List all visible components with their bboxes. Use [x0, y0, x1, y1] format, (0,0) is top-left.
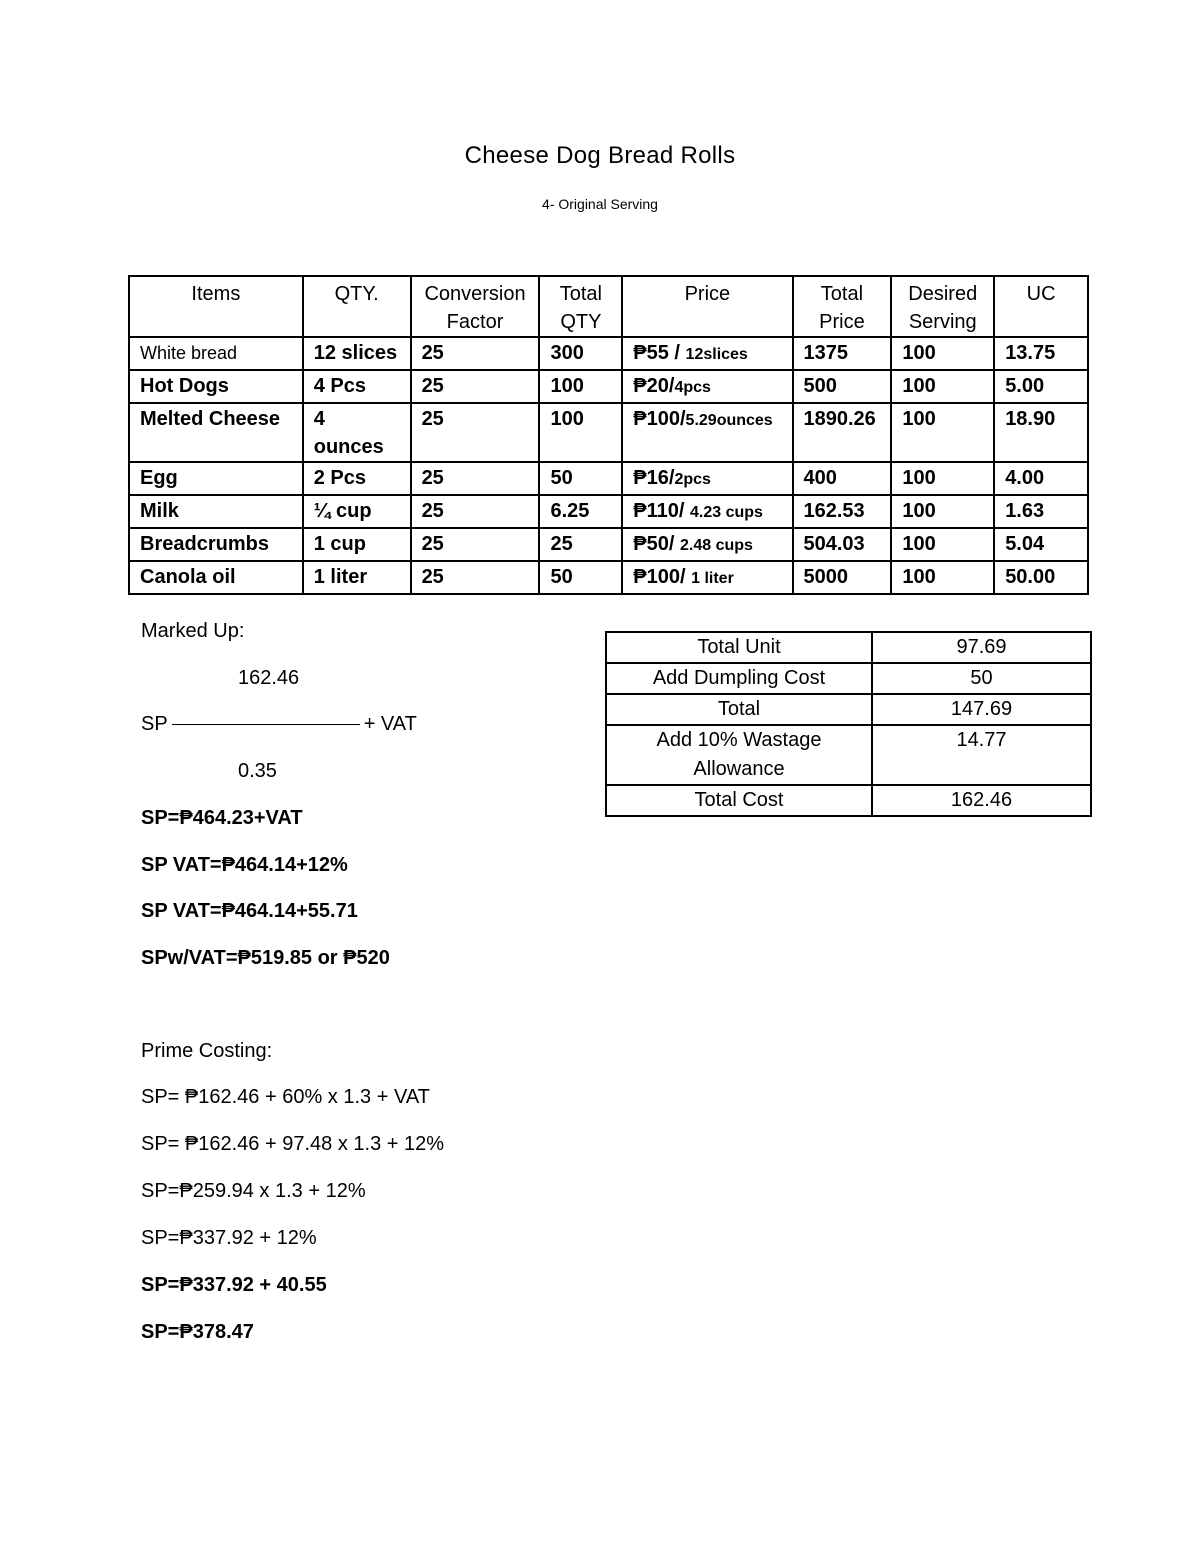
marked-up-heading: Marked Up: — [141, 620, 245, 642]
cell-uc: 4.00 — [994, 462, 1088, 495]
cost-label: Total Unit — [606, 632, 872, 663]
header-line: Total — [820, 283, 864, 305]
price-amount: ₱20/ — [633, 375, 675, 397]
table-row — [129, 337, 1088, 370]
markup-line: SP=₱464.23+VAT — [141, 807, 303, 829]
cell-serving: 100 — [891, 462, 994, 495]
price-unit: 5.29ounces — [685, 412, 773, 429]
cell-total-qty: 25 — [539, 528, 622, 561]
cell-price — [622, 495, 792, 528]
cost-value: 14.77 — [872, 725, 1091, 785]
cell-serving: 100 — [891, 337, 994, 370]
cell-total-price: 504.03 — [793, 528, 892, 561]
price-unit: 12slices — [685, 346, 748, 363]
markup-line: SP VAT=₱464.14+12% — [141, 853, 348, 876]
prime-costing-line: SP=₱259.94 x 1.3 + 12% — [141, 1180, 366, 1202]
table-row — [129, 561, 1088, 594]
header-line: Factor — [446, 311, 504, 333]
cost-label: Add Dumpling Cost — [606, 663, 872, 694]
cost-value: 97.69 — [872, 632, 1091, 663]
cost-label: Total Cost — [606, 785, 872, 816]
header-line: UC — [1026, 283, 1056, 305]
cell-uc: 18.90 — [994, 403, 1088, 462]
table-body — [129, 337, 1088, 594]
cell-total-price: 5000 — [793, 561, 892, 594]
markup-denominator: 0.35 — [238, 760, 277, 782]
markup-numerator: 162.46 — [238, 667, 300, 689]
cell-factor: 25 — [411, 403, 540, 462]
header-line: Desired — [908, 283, 978, 305]
price-unit: 2pcs — [674, 471, 711, 488]
header-line: Total — [559, 283, 602, 305]
cell-price — [622, 528, 792, 561]
price-amount: ₱55 / — [633, 342, 686, 364]
cell-qty: 1 liter — [303, 561, 411, 594]
cell-uc: 1.63 — [994, 495, 1088, 528]
cell-total-price: 1890.26 — [793, 403, 892, 462]
header-line: Price — [819, 311, 865, 333]
header-line: Serving — [908, 311, 977, 333]
header-line: Price — [684, 283, 731, 305]
cell-factor: 25 — [411, 528, 540, 561]
table-header-row — [129, 276, 1088, 337]
cell-qty: 4 ounces — [303, 403, 411, 462]
sp-label: SP — [141, 713, 168, 735]
prime-costing-line: SP=₱337.92 + 40.55 — [141, 1274, 327, 1296]
cell-qty: 4 Pcs — [303, 370, 411, 403]
price-amount: ₱110/ — [633, 500, 690, 522]
column-header — [303, 276, 411, 337]
column-header — [891, 276, 994, 337]
price-unit: 1 liter — [691, 570, 734, 587]
cost-row — [606, 663, 1091, 694]
column-header — [994, 276, 1088, 337]
total-cost-table — [605, 631, 1092, 817]
prime-costing-line: SP= ₱162.46 + 60% x 1.3 + VAT — [141, 1086, 430, 1108]
cell-factor: 25 — [411, 561, 540, 594]
column-header — [411, 276, 540, 337]
cell-item: Melted Cheese — [129, 403, 303, 462]
prime-costing-heading: Prime Costing: — [141, 1040, 273, 1062]
prime-costing-line: SP=₱337.92 + 12% — [141, 1227, 317, 1249]
cell-item: Hot Dogs — [129, 370, 303, 403]
price-unit: 2.48 cups — [679, 537, 753, 554]
cell-price — [622, 403, 792, 462]
fraction-line — [172, 724, 360, 725]
column-header — [793, 276, 892, 337]
table-row — [129, 462, 1088, 495]
cost-value: 50 — [872, 663, 1091, 694]
price-unit: 4pcs — [674, 379, 711, 396]
cell-qty: ¼ cup — [303, 495, 411, 528]
cell-total-price: 162.53 — [793, 495, 892, 528]
cost-value: 147.69 — [872, 694, 1091, 725]
cell-item: Egg — [129, 462, 303, 495]
cell-total-qty: 6.25 — [539, 495, 622, 528]
cost-row — [606, 725, 1091, 785]
cell-serving: 100 — [891, 370, 994, 403]
cell-price — [622, 561, 792, 594]
cell-serving: 100 — [891, 403, 994, 462]
table-row — [129, 528, 1088, 561]
cell-total-qty: 50 — [539, 561, 622, 594]
cell-total-price: 500 — [793, 370, 892, 403]
plus-vat: + VAT — [363, 713, 417, 735]
cell-factor: 25 — [411, 337, 540, 370]
price-unit: 4.23 cups — [690, 504, 763, 521]
table-row — [129, 370, 1088, 403]
cell-uc: 50.00 — [994, 561, 1088, 594]
table-row — [129, 495, 1088, 528]
price-amount: ₱16/ — [633, 467, 675, 489]
cell-qty: 12 slices — [303, 337, 411, 370]
cell-item: White bread — [129, 337, 303, 370]
cell-item: Milk — [129, 495, 303, 528]
column-header — [539, 276, 622, 337]
cell-uc: 13.75 — [994, 337, 1088, 370]
markup-formula — [141, 713, 417, 736]
cell-factor: 25 — [411, 462, 540, 495]
cell-total-price: 1375 — [793, 337, 892, 370]
cell-qty: 1 cup — [303, 528, 411, 561]
cell-factor: 25 — [411, 370, 540, 403]
header-line: QTY. — [334, 283, 379, 305]
cost-label: Add 10% Wastage Allowance — [606, 725, 872, 785]
prime-costing-line: SP= ₱162.46 + 97.48 x 1.3 + 12% — [141, 1133, 445, 1155]
cell-uc: 5.00 — [994, 370, 1088, 403]
cost-row — [606, 785, 1091, 816]
document-subtitle: 4- Original Serving — [542, 196, 658, 212]
column-header — [622, 276, 792, 337]
cell-total-qty: 50 — [539, 462, 622, 495]
cell-factor: 25 — [411, 495, 540, 528]
header-line: Conversion — [424, 283, 526, 305]
header-line: Items — [191, 283, 241, 305]
cell-serving: 100 — [891, 528, 994, 561]
ingredients-cost-table — [128, 275, 1089, 595]
table-row — [129, 403, 1088, 462]
cell-qty: 2 Pcs — [303, 462, 411, 495]
cell-item: Breadcrumbs — [129, 528, 303, 561]
cost-row — [606, 632, 1091, 663]
cell-uc: 5.04 — [994, 528, 1088, 561]
cell-price — [622, 462, 792, 495]
column-header — [129, 276, 303, 337]
price-amount: ₱50/ — [633, 533, 680, 555]
document-title: Cheese Dog Bread Rolls — [464, 142, 736, 169]
cell-price — [622, 337, 792, 370]
cell-serving: 100 — [891, 561, 994, 594]
prime-costing-line: SP=₱378.47 — [141, 1321, 254, 1343]
cost-value: 162.46 — [872, 785, 1091, 816]
cell-total-qty: 300 — [539, 337, 622, 370]
cell-serving: 100 — [891, 495, 994, 528]
price-amount: ₱100/ — [633, 408, 686, 430]
cell-item: Canola oil — [129, 561, 303, 594]
markup-line: SP VAT=₱464.14+55.71 — [141, 900, 358, 922]
cost-row — [606, 694, 1091, 725]
cell-total-price: 400 — [793, 462, 892, 495]
header-line: QTY — [560, 311, 602, 333]
cell-total-qty: 100 — [539, 403, 622, 462]
price-amount: ₱100/ — [633, 566, 692, 588]
cell-price — [622, 370, 792, 403]
cell-total-qty: 100 — [539, 370, 622, 403]
markup-line: SPw/VAT=₱519.85 or ₱520 — [141, 946, 390, 969]
cost-label: Total — [606, 694, 872, 725]
